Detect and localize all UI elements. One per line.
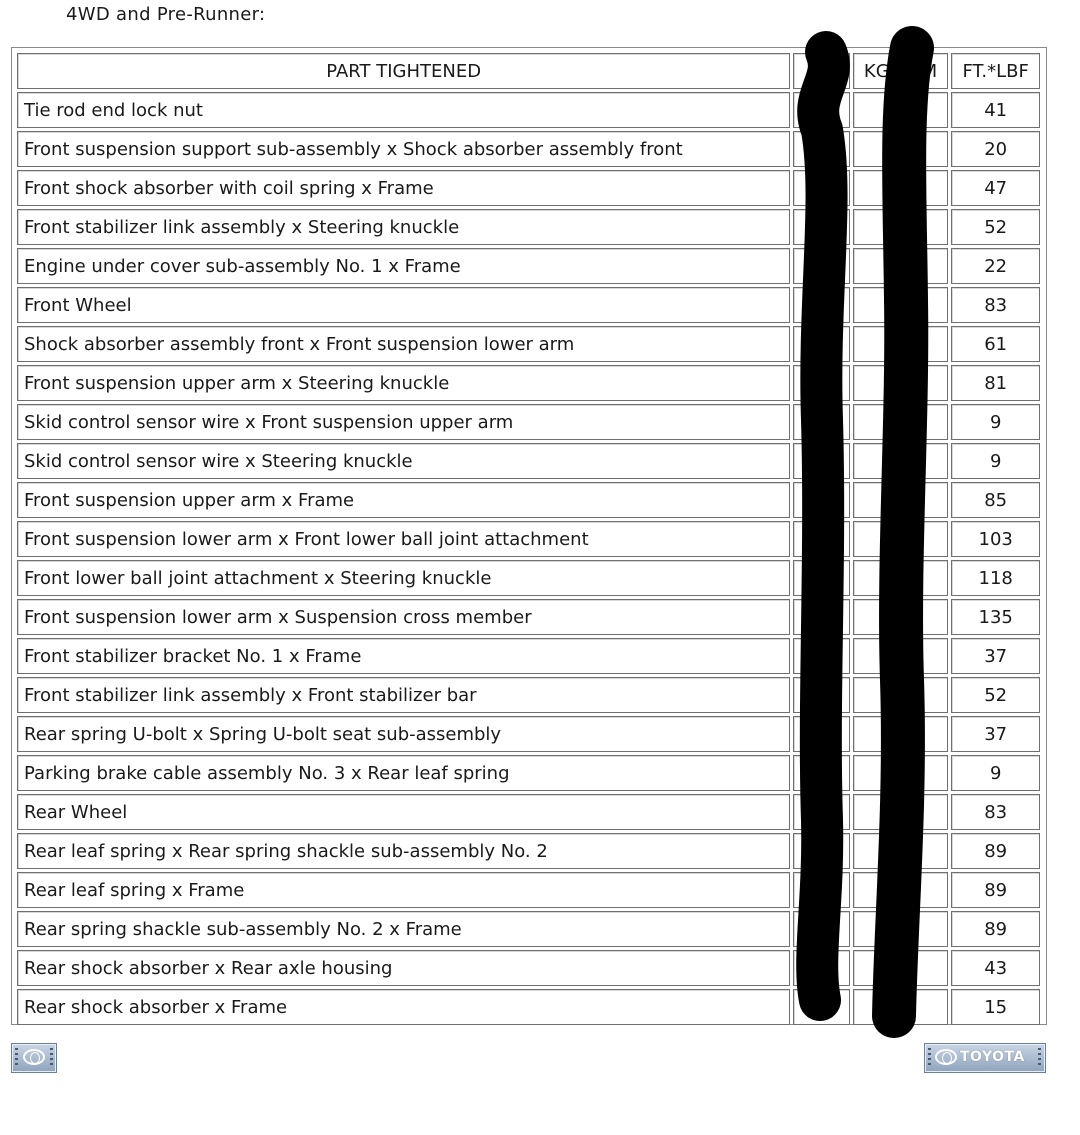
table-row xyxy=(17,911,1040,947)
cell-kgf-cm xyxy=(853,794,949,830)
cell-nm xyxy=(793,911,849,947)
cell-part-tightened: Rear spring U-bolt x Spring U-bolt seat sub-assembly xyxy=(17,716,790,752)
header-kgf-cm: KGF*CM xyxy=(853,53,949,89)
cell-ft-lbf: 9 xyxy=(951,755,1040,791)
cell-nm xyxy=(793,404,849,440)
table-row xyxy=(17,950,1040,986)
cell-kgf-cm xyxy=(853,248,949,284)
table-row xyxy=(17,872,1040,908)
table-row xyxy=(17,92,1040,128)
cell-nm xyxy=(793,716,849,752)
cell-part-tightened: Engine under cover sub-assembly No. 1 x Frame xyxy=(17,248,790,284)
cell-kgf-cm xyxy=(853,482,949,518)
cell-nm xyxy=(793,287,849,323)
table-row xyxy=(17,716,1040,752)
cell-ft-lbf: 22 xyxy=(951,248,1040,284)
cell-nm xyxy=(793,755,849,791)
header-ft-lbf: FT.*LBF xyxy=(951,53,1040,89)
table-row xyxy=(17,248,1040,284)
cell-nm xyxy=(793,794,849,830)
cell-nm xyxy=(793,170,849,206)
cell-ft-lbf: 89 xyxy=(951,833,1040,869)
table-row xyxy=(17,755,1040,791)
table-row xyxy=(17,170,1040,206)
cell-nm xyxy=(793,365,849,401)
cell-part-tightened: Rear spring shackle sub-assembly No. 2 x Frame xyxy=(17,911,790,947)
cell-part-tightened: Rear shock absorber x Frame xyxy=(17,989,790,1025)
table-row xyxy=(17,209,1040,245)
cell-ft-lbf: 135 xyxy=(951,599,1040,635)
cell-part-tightened: Rear leaf spring x Frame xyxy=(17,872,790,908)
table-row xyxy=(17,365,1040,401)
cell-kgf-cm xyxy=(853,911,949,947)
table-row xyxy=(17,989,1040,1025)
toyota-logo-icon xyxy=(935,1049,957,1065)
cell-kgf-cm xyxy=(853,599,949,635)
torque-spec-table xyxy=(14,50,1043,1028)
cell-nm xyxy=(793,638,849,674)
table-row xyxy=(17,131,1040,167)
cell-nm xyxy=(793,833,849,869)
cell-nm xyxy=(793,560,849,596)
cell-part-tightened: Front stabilizer link assembly x Front stabilizer bar xyxy=(17,677,790,713)
cell-ft-lbf: 43 xyxy=(951,950,1040,986)
toyota-brand-label: TOYOTA xyxy=(960,1049,1025,1065)
cell-nm xyxy=(793,989,849,1025)
cell-nm xyxy=(793,950,849,986)
cell-ft-lbf: 103 xyxy=(951,521,1040,557)
cell-kgf-cm xyxy=(853,950,949,986)
cell-nm xyxy=(793,209,849,245)
table-row xyxy=(17,443,1040,479)
cell-kgf-cm xyxy=(853,989,949,1025)
section-title: 4WD and Pre-Runner: xyxy=(66,4,266,25)
grip-dots-icon xyxy=(50,1048,53,1066)
cell-nm xyxy=(793,677,849,713)
cell-kgf-cm xyxy=(853,638,949,674)
toyota-emblem-icon xyxy=(23,1049,45,1065)
cell-part-tightened: Skid control sensor wire x Steering knuckle xyxy=(17,443,790,479)
cell-part-tightened: Front shock absorber with coil spring x Frame xyxy=(17,170,790,206)
cell-ft-lbf: 15 xyxy=(951,989,1040,1025)
grip-dots-icon xyxy=(928,1048,931,1066)
cell-nm xyxy=(793,131,849,167)
cell-part-tightened: Front suspension upper arm x Frame xyxy=(17,482,790,518)
cell-nm xyxy=(793,482,849,518)
table-row xyxy=(17,326,1040,362)
cell-kgf-cm xyxy=(853,326,949,362)
cell-kgf-cm xyxy=(853,677,949,713)
cell-kgf-cm xyxy=(853,92,949,128)
cell-part-tightened: Front suspension support sub-assembly x Shock absorber assembly front xyxy=(17,131,790,167)
table-row xyxy=(17,560,1040,596)
torque-spec-table-container xyxy=(11,47,1047,1025)
cell-nm xyxy=(793,248,849,284)
header-nm: N xyxy=(793,53,849,89)
table-row xyxy=(17,833,1040,869)
table-row xyxy=(17,482,1040,518)
cell-part-tightened: Front suspension upper arm x Steering knuckle xyxy=(17,365,790,401)
table-header-row xyxy=(17,53,1040,89)
cell-nm xyxy=(793,872,849,908)
cell-part-tightened: Shock absorber assembly front x Front suspension lower arm xyxy=(17,326,790,362)
cell-ft-lbf: 89 xyxy=(951,872,1040,908)
grip-dots-icon xyxy=(1038,1048,1041,1066)
cell-nm xyxy=(793,326,849,362)
cell-kgf-cm xyxy=(853,443,949,479)
cell-ft-lbf: 81 xyxy=(951,365,1040,401)
cell-part-tightened: Parking brake cable assembly No. 3 x Rear leaf spring xyxy=(17,755,790,791)
cell-ft-lbf: 47 xyxy=(951,170,1040,206)
table-row xyxy=(17,521,1040,557)
cell-kgf-cm xyxy=(853,365,949,401)
cell-part-tightened: Front stabilizer link assembly x Steering knuckle xyxy=(17,209,790,245)
cell-kgf-cm xyxy=(853,131,949,167)
cell-kgf-cm xyxy=(853,833,949,869)
table-body xyxy=(17,92,1040,1025)
cell-part-tightened: Front lower ball joint attachment x Steering knuckle xyxy=(17,560,790,596)
cell-part-tightened: Front Wheel xyxy=(17,287,790,323)
cell-part-tightened: Rear leaf spring x Rear spring shackle sub-assembly No. 2 xyxy=(17,833,790,869)
cell-nm xyxy=(793,443,849,479)
toyota-logo-button[interactable] xyxy=(924,1043,1046,1073)
cell-part-tightened: Front suspension lower arm x Suspension cross member xyxy=(17,599,790,635)
cell-ft-lbf: 52 xyxy=(951,209,1040,245)
cell-part-tightened: Rear Wheel xyxy=(17,794,790,830)
table-row xyxy=(17,287,1040,323)
cell-kgf-cm xyxy=(853,170,949,206)
header-part-tightened: PART TIGHTENED xyxy=(17,53,790,89)
cell-ft-lbf: 83 xyxy=(951,287,1040,323)
grip-dots-icon xyxy=(15,1048,18,1066)
cell-ft-lbf: 41 xyxy=(951,92,1040,128)
home-logo-button[interactable] xyxy=(11,1043,57,1073)
cell-part-tightened: Front suspension lower arm x Front lower ball joint attachment xyxy=(17,521,790,557)
cell-part-tightened: Front stabilizer bracket No. 1 x Frame xyxy=(17,638,790,674)
cell-part-tightened: Skid control sensor wire x Front suspension upper arm xyxy=(17,404,790,440)
table-row xyxy=(17,599,1040,635)
cell-part-tightened: Tie rod end lock nut xyxy=(17,92,790,128)
cell-nm xyxy=(793,521,849,557)
cell-kgf-cm xyxy=(853,404,949,440)
cell-ft-lbf: 83 xyxy=(951,794,1040,830)
cell-kgf-cm xyxy=(853,521,949,557)
cell-nm xyxy=(793,599,849,635)
table-row xyxy=(17,404,1040,440)
cell-ft-lbf: 52 xyxy=(951,677,1040,713)
cell-part-tightened: Rear shock absorber x Rear axle housing xyxy=(17,950,790,986)
cell-ft-lbf: 9 xyxy=(951,404,1040,440)
cell-kgf-cm xyxy=(853,755,949,791)
table-row xyxy=(17,677,1040,713)
table-row xyxy=(17,794,1040,830)
cell-kgf-cm xyxy=(853,209,949,245)
cell-nm xyxy=(793,92,849,128)
cell-kgf-cm xyxy=(853,716,949,752)
cell-ft-lbf: 20 xyxy=(951,131,1040,167)
cell-ft-lbf: 9 xyxy=(951,443,1040,479)
cell-ft-lbf: 118 xyxy=(951,560,1040,596)
cell-ft-lbf: 37 xyxy=(951,716,1040,752)
cell-kgf-cm xyxy=(853,872,949,908)
table-row xyxy=(17,638,1040,674)
cell-kgf-cm xyxy=(853,287,949,323)
cell-ft-lbf: 37 xyxy=(951,638,1040,674)
cell-kgf-cm xyxy=(853,560,949,596)
cell-ft-lbf: 61 xyxy=(951,326,1040,362)
cell-ft-lbf: 85 xyxy=(951,482,1040,518)
cell-ft-lbf: 89 xyxy=(951,911,1040,947)
